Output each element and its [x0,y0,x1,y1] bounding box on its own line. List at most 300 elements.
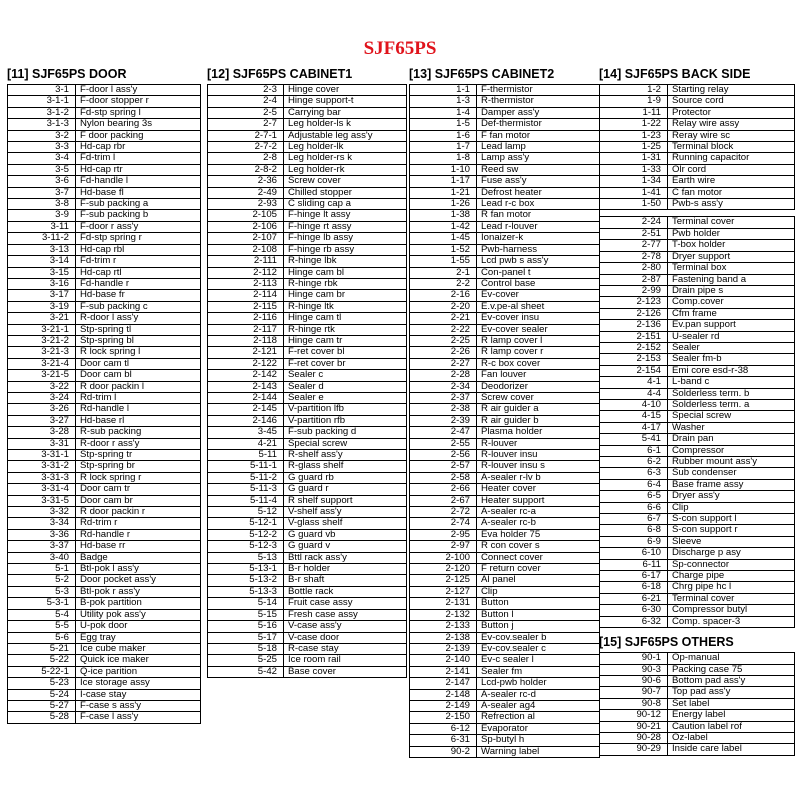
part-name: Dryer support [668,251,795,262]
part-code: 5-25 [208,655,284,666]
part-code: 2-113 [208,278,284,289]
part-name: Hd-cap rbl [76,244,201,255]
table-row [8,119,201,130]
part-name: Fd-trim r [76,256,201,267]
table-row [8,370,201,381]
part-code: 6-6 [600,502,668,513]
part-code: 5-28 [8,712,76,723]
table-row [208,347,407,358]
part-code: 4-21 [208,438,284,449]
back-side-parts-table [599,84,795,628]
part-name: Fd-stp spring r [76,233,201,244]
part-name: Bttl rack ass'y [284,552,407,563]
part-name: Rd-trim r [76,518,201,529]
part-name: Ev-cover sealer [477,324,600,335]
part-name: Btl-pok l ass'y [76,564,201,575]
part-name: F-ret cover br [284,358,407,369]
part-code: 2-147 [410,678,477,689]
table-row [8,700,201,711]
part-code: 5-13-1 [208,564,284,575]
part-code: 3-31 [8,438,76,449]
part-code: 6-1 [600,445,668,456]
table-row [410,370,600,381]
table-row [8,552,201,563]
table-row [410,176,600,187]
table-row [208,541,407,552]
table-row [600,536,795,547]
part-code: 3-21-4 [8,358,76,369]
part-code: 3-6 [8,176,76,187]
part-name: R lock spring r [76,472,201,483]
part-code: 2-56 [410,450,477,461]
table-row [8,324,201,335]
part-name: Starting relay [668,85,795,96]
part-name: Fan louver [477,370,600,381]
part-code: 2-106 [208,221,284,232]
part-code: 2-116 [208,313,284,324]
table-row [8,164,201,175]
part-code: 2-118 [208,335,284,346]
part-name: Def-thermistor [477,119,600,130]
part-code: 5-11-3 [208,484,284,495]
cabinet2-parts-table [409,84,600,758]
cabinet2-section [409,66,600,758]
table-row [8,666,201,677]
part-name: Leg holder-rs k [284,153,407,164]
part-name: Deodorizer [477,381,600,392]
table-row [208,518,407,529]
table-row [208,632,407,643]
part-name: Clip [477,586,600,597]
table-row [208,85,407,96]
table-row [410,278,600,289]
table-row [410,358,600,369]
table-row [600,297,795,308]
table-row [410,700,600,711]
part-code: 2-8 [208,153,284,164]
part-name: Fd-handle l [76,176,201,187]
table-row [8,484,201,495]
part-name: R-door r ass'y [76,438,201,449]
part-name: Lead lamp [477,142,600,153]
part-name: R door packin r [76,507,201,518]
part-name: Drain pan [668,434,795,445]
part-code: 5-5 [8,621,76,632]
part-code: 3-22 [8,381,76,392]
part-name: E.v.pe-al sheet [477,301,600,312]
part-code: 6-9 [600,536,668,547]
table-row [600,130,795,141]
table-row [410,541,600,552]
part-code: 1-22 [600,119,668,130]
part-name: Chrg pipe hc l [668,582,795,593]
part-code: 2-132 [410,609,477,620]
table-row [600,199,795,210]
table-row [410,552,600,563]
part-name: Q-ice parition [76,666,201,677]
part-name: Clip [668,502,795,513]
part-code: 2-27 [410,358,477,369]
table-row [410,689,600,700]
part-code: 6-21 [600,593,668,604]
part-code: 2-120 [410,564,477,575]
table-row [410,96,600,107]
part-code: 2-142 [208,370,284,381]
part-code: 1-7 [410,142,477,153]
table-row [208,119,407,130]
part-code: 2-49 [208,187,284,198]
part-name: Sealer d [284,381,407,392]
part-code: 6-31 [410,735,477,746]
part-code: 3-1 [8,85,76,96]
door-heading: [11] SJF65PS DOOR [7,67,127,81]
table-row [208,472,407,483]
table-row [8,278,201,289]
part-name: Solderless term. a [668,399,795,410]
part-code: 3-1-2 [8,107,76,118]
table-row [208,244,407,255]
part-code: 5-41 [600,434,668,445]
table-row [600,377,795,388]
part-name: Rd-handle r [76,529,201,540]
table-row [410,107,600,118]
part-code: 2-22 [410,324,477,335]
part-code: 1-55 [410,256,477,267]
part-name: Hd-base fr [76,290,201,301]
table-row [8,438,201,449]
part-code: 3-37 [8,541,76,552]
page-title: SJF65PS [363,38,437,59]
part-code: 3-45 [208,427,284,438]
part-name: Leg holder-ls k [284,119,407,130]
table-row [600,468,795,479]
part-name: Door cam br [76,495,201,506]
part-name: Sleeve [668,536,795,547]
part-code: 5-6 [8,632,76,643]
part-name: Inside care label [668,744,795,755]
part-code: 1-6 [410,130,477,141]
part-name: A-sealer r-lv b [477,472,600,483]
part-code: 2-111 [208,256,284,267]
part-code: 1-23 [600,130,668,141]
part-code: 2-148 [410,689,477,700]
part-name: F-hinge lt assy [284,210,407,221]
part-name: Hd-cap rbr [76,142,201,153]
part-name: Pwb-s ass'y [668,199,795,210]
part-name: Base frame assy [668,479,795,490]
part-name: Leg holder-lk [284,142,407,153]
table-row [8,609,201,620]
part-code: 2-7 [208,119,284,130]
table-row [600,698,795,709]
table-row [410,119,600,130]
part-code: 2-78 [600,251,668,262]
table-row [8,507,201,518]
part-name: Bottom pad ass'y [668,675,795,686]
part-name: Screw cover [477,392,600,403]
part-code: 6-18 [600,582,668,593]
part-code: 3-1-3 [8,119,76,130]
table-row [8,313,201,324]
table-row [208,438,407,449]
table-row [8,392,201,403]
part-code: 2-136 [600,320,668,331]
part-code: 2-127 [410,586,477,597]
part-code: 90-6 [600,675,668,686]
table-row [600,422,795,433]
part-name: V-partition rfb [284,415,407,426]
part-name: F-door stopper r [76,96,201,107]
part-code: 3-13 [8,244,76,255]
part-name: R-sub packing [76,427,201,438]
table-row [410,609,600,620]
part-name: Hinge cam tl [284,313,407,324]
part-name: Special screw [284,438,407,449]
table-row [600,365,795,376]
table-row [8,381,201,392]
part-name: F-sub packing d [284,427,407,438]
part-code: 90-21 [600,721,668,732]
table-row [600,514,795,525]
table-row [410,415,600,426]
part-name: Eva holder 75 [477,529,600,540]
part-code: 3-8 [8,199,76,210]
part-code: 3-2 [8,130,76,141]
table-row [410,324,600,335]
part-code: 2-24 [600,217,668,228]
part-name: A-sealer ag4 [477,700,600,711]
table-row [410,472,600,483]
part-name: Utility pok ass'y [76,609,201,620]
part-code: 6-8 [600,525,668,536]
part-name: S-con support l [668,514,795,525]
part-name: Fresh case assy [284,609,407,620]
part-name: I-case stay [76,689,201,700]
part-code: 90-1 [600,653,668,664]
part-name: Hd-base fl [76,187,201,198]
part-code: 4-15 [600,411,668,422]
part-name: Ice cube maker [76,643,201,654]
table-row [410,335,600,346]
part-name: Door cam tl [76,358,201,369]
table-row [410,586,600,597]
part-name: G guard vb [284,529,407,540]
part-name: Warning label [477,746,600,757]
part-code: 1-21 [410,187,477,198]
table-row [208,643,407,654]
table-row [8,358,201,369]
table-row [208,586,407,597]
table-row [600,119,795,130]
part-code: 2-140 [410,655,477,666]
part-name: U-pok door [76,621,201,632]
part-name: F-hinge rb assy [284,244,407,255]
table-row [600,85,795,96]
table-row [410,666,600,677]
table-row [208,370,407,381]
part-code: 3-16 [8,278,76,289]
table-row [410,643,600,654]
table-row [208,621,407,632]
part-code: 2-74 [410,518,477,529]
part-name: L-band c [668,377,795,388]
part-code: 6-32 [600,616,668,627]
part-name: Energy label [668,710,795,721]
part-code: 2-153 [600,354,668,365]
part-code: 3-34 [8,518,76,529]
part-code: 2-131 [410,598,477,609]
part-code: 5-22-1 [8,666,76,677]
part-name: V-glass shelf [284,518,407,529]
part-code: 5-22 [8,655,76,666]
part-name: Stp-spring tr [76,450,201,461]
part-code: 5-12 [208,507,284,518]
table-row [410,575,600,586]
part-name: Set label [668,698,795,709]
part-name: Heater cover [477,484,600,495]
table-row [8,518,201,529]
table-row [208,450,407,461]
part-code: 2-5 [208,107,284,118]
part-code: 90-8 [600,698,668,709]
part-code: 2-115 [208,301,284,312]
table-row [410,518,600,529]
part-name: R-hinge lbk [284,256,407,267]
part-name: Screw cover [284,176,407,187]
part-name: R lamp cover r [477,347,600,358]
table-row [410,313,600,324]
part-code: 2-138 [410,632,477,643]
table-row [208,552,407,563]
table-row [8,598,201,609]
table-row [410,244,600,255]
part-code: 2-154 [600,365,668,376]
part-name: R con cover s [477,541,600,552]
part-name: F-sub packing a [76,199,201,210]
part-name: Hinge cover [284,85,407,96]
part-name: Terminal cover [668,217,795,228]
part-code: 6-7 [600,514,668,525]
part-code: 6-5 [600,491,668,502]
part-code: 3-21 [8,313,76,324]
part-name: R-door l ass'y [76,313,201,324]
table-row [600,142,795,153]
part-code: 1-3 [410,96,477,107]
part-name: Hd-cap rtr [76,164,201,175]
part-name: B-pok partition [76,598,201,609]
part-code: 6-30 [600,605,668,616]
part-name: F-hinge rt assy [284,221,407,232]
table-row [208,666,407,677]
part-name: Reed sw [477,164,600,175]
table-row [410,347,600,358]
table-row [8,586,201,597]
part-name: Oz-label [668,732,795,743]
part-name: U-sealer rd [668,331,795,342]
others-parts-table [599,652,795,756]
table-row [8,450,201,461]
part-name: Evaporator [477,723,600,734]
part-name: C sliding cap a [284,199,407,210]
part-code: 6-12 [410,723,477,734]
part-code: 2-1 [410,267,477,278]
table-row [208,96,407,107]
part-name: F-sub packing b [76,210,201,221]
table-row [600,744,795,755]
part-code: 2-80 [600,263,668,274]
table-row [410,461,600,472]
table-row [600,434,795,445]
part-name: Chilled stopper [284,187,407,198]
table-row [208,210,407,221]
part-code: 2-16 [410,290,477,301]
part-code: 3-1-1 [8,96,76,107]
table-row [600,331,795,342]
table-row [8,678,201,689]
part-name: Hd-base rr [76,541,201,552]
table-row [410,392,600,403]
table-row [600,445,795,456]
table-row [208,107,407,118]
table-row [410,199,600,210]
part-name: R-glass shelf [284,461,407,472]
part-name: Running capacitor [668,153,795,164]
part-code: 5-21 [8,643,76,654]
part-code: 2-87 [600,274,668,285]
part-code: 2-97 [410,541,477,552]
table-row [208,256,407,267]
part-code: 2-126 [600,308,668,319]
part-code: 5-42 [208,666,284,677]
part-code: 90-3 [600,664,668,675]
table-row [410,484,600,495]
table-row [8,85,201,96]
part-code: 2-141 [410,666,477,677]
table-row [600,457,795,468]
table-row [208,427,407,438]
part-name: Lead r-louver [477,221,600,232]
part-code: 3-26 [8,404,76,415]
table-row [410,130,600,141]
table-row [600,687,795,698]
part-code: 3-11-2 [8,233,76,244]
part-name: Connect cover [477,552,600,563]
table-row [600,502,795,513]
table-row [208,142,407,153]
part-code: 1-38 [410,210,477,221]
table-row [410,233,600,244]
table-row [8,267,201,278]
part-code: 1-52 [410,244,477,255]
table-row [208,461,407,472]
table-row [600,285,795,296]
part-code: 5-13-3 [208,586,284,597]
table-row [8,643,201,654]
table-row [600,653,795,664]
table-row [8,632,201,643]
table-row [600,525,795,536]
table-row [410,655,600,666]
part-code: 1-42 [410,221,477,232]
part-name: Btl-pok r ass'y [76,586,201,597]
part-code: 1-8 [410,153,477,164]
table-row [8,142,201,153]
table-row [410,507,600,518]
table-row [410,632,600,643]
part-code: 2-36 [208,176,284,187]
part-name: Rd-trim l [76,392,201,403]
part-name: R-hinge rtk [284,324,407,335]
